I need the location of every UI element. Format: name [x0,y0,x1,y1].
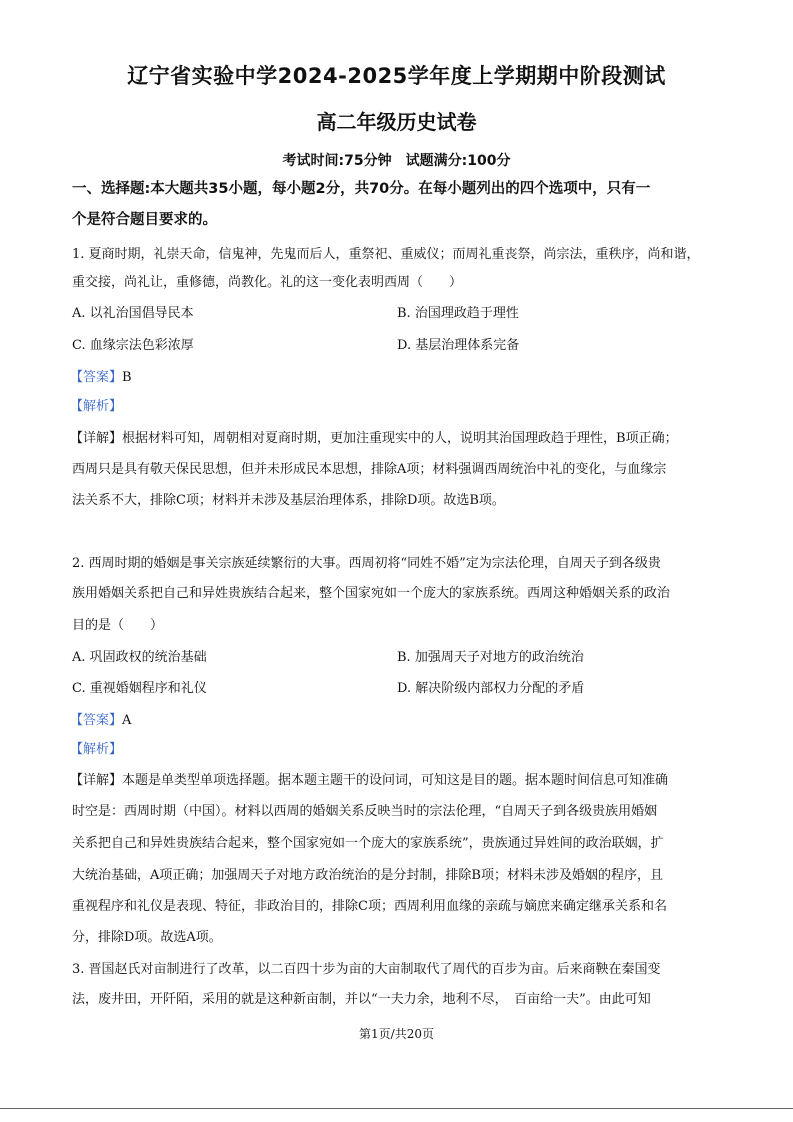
section-heading [72,174,732,236]
answer-value: A [122,713,132,728]
exam-subtitle: 高二年级历史试卷 [316,110,477,134]
q1-option-b: B. 治国理政趋于理性 [397,306,519,321]
q2-detail-line: 关系把自己和异姓贵族结合起来，整个国家宛如一个庞大的家族系统”，贵族通过异姓间的政治联姻，扩 [72,836,664,851]
q3-stem-line: 3. 晋国赵氏对亩制进行了改革，以二百四十步为亩的大亩制取代了周代的百步为亩。后来商鞅在秦国变 [72,962,661,977]
detail-label: 【详解】 [70,431,123,446]
q1-option-c: C. 血缘宗法色彩浓厚 [72,338,194,353]
q2-option-d: D. 解决阶级内部权力分配的矛盾 [397,681,585,696]
answer-value: B [122,370,132,385]
divider [0,1108,793,1109]
analysis-label: 【解析】 [70,399,123,414]
q2-detail-line [70,772,668,790]
answer-label: 【答案】 [70,370,123,385]
q2-option-c: C. 重视婚姻程序和礼仪 [72,681,207,696]
q2-detail-line: 大统治基础，A项正确；加强周天子对地方政治统治的是分封制，排除B项；材料未涉及婚姻的程序，且 [72,868,663,883]
q2-answer [70,712,131,730]
q2-detail-line: 分，排除D项。故选A项。 [72,930,222,945]
q2-option-b: B. 加强周天子对地方的政治统治 [397,650,584,665]
q2-detail-line: 时空是：西周时期（中国）。材料以西周的婚姻关系反映当时的宗法伦理，“自周天子到各级贵族用婚姻 [72,804,658,819]
q1-option-a: A. 以礼治国倡导民本 [72,306,194,321]
q2-detail-line: 重视程序和礼仪是表现、特征，非政治目的，排除C项；西周利用血缘的亲疏与嫡庶来确定继承关系和名 [72,899,667,914]
q2-option-a: A. 巩固政权的统治基础 [72,650,207,665]
q2-analysis-label [70,741,122,759]
q2-stem-line: 目的是（ ） [72,618,164,633]
q2-stem-line: 族用婚姻关系把自己和异姓贵族结合起来，整个国家宛如一个庞大的家族系统。西周这种婚姻关系的政治 [72,586,671,601]
q1-answer [70,369,132,387]
exam-title: 辽宁省实验中学2024-2025学年度上学期期中阶段测试 [127,64,666,88]
q2-stem-line: 2. 西周时期的婚姻是事关宗族延续繁衍的大事。西周初将“同姓不婚”定为宗法伦理，自周天子到各级贵 [72,556,661,571]
detail-text: 本题是单类型单项选择题。据本题主题干的设问词，可知这是目的题。据本题时间信息可知准确 [122,773,669,788]
section-heading-line: 个是符合题目要求的。 [72,212,217,228]
q1-analysis-label [70,398,122,416]
answer-label: 【答案】 [70,713,123,728]
exam-meta: 考试时间:75分钟 试题满分:100分 [282,153,511,169]
section-heading-line: 一、选择题:本大题共35小题，每小题2分，共70分。在每小题列出的四个选项中，只有一 [72,181,651,197]
q1-detail-line [70,430,678,448]
page-number: 第1页/共20页 [359,1027,434,1041]
q1-detail-line: 法关系不大，排除C项；材料并未涉及基层治理体系，排除D项。故选B项。 [72,493,505,508]
q1-option-d: D. 基层治理体系完备 [397,338,520,353]
q1-detail-line: 西周只是具有敬天保民思想，但并未形成民本思想，排除A项；材料强调西周统治中礼的变化，与血缘宗 [72,462,667,477]
analysis-label: 【解析】 [70,742,123,757]
q1-stem-line: 1. 夏商时期，礼崇天命，信鬼神，先鬼而后人，重祭祀、重威仪；而周礼重丧祭，尚宗法，重秩序，尚和谐， [72,247,700,262]
q1-stem-line: 重交接，尚礼让，重修德，尚教化。礼的这一变化表明西周（ ） [72,275,463,290]
q3-stem-line: 法，废井田，开阡陌，采用的就是这种新亩制，并以“一夫力余，地利不尽， 百亩给一夫”。由此可知 [72,992,651,1007]
detail-text: 根据材料可知，周朝相对夏商时期，更加注重现实中的人，说明其治国理政趋于理性，B项正确； [122,431,678,446]
detail-label: 【详解】 [70,773,123,788]
